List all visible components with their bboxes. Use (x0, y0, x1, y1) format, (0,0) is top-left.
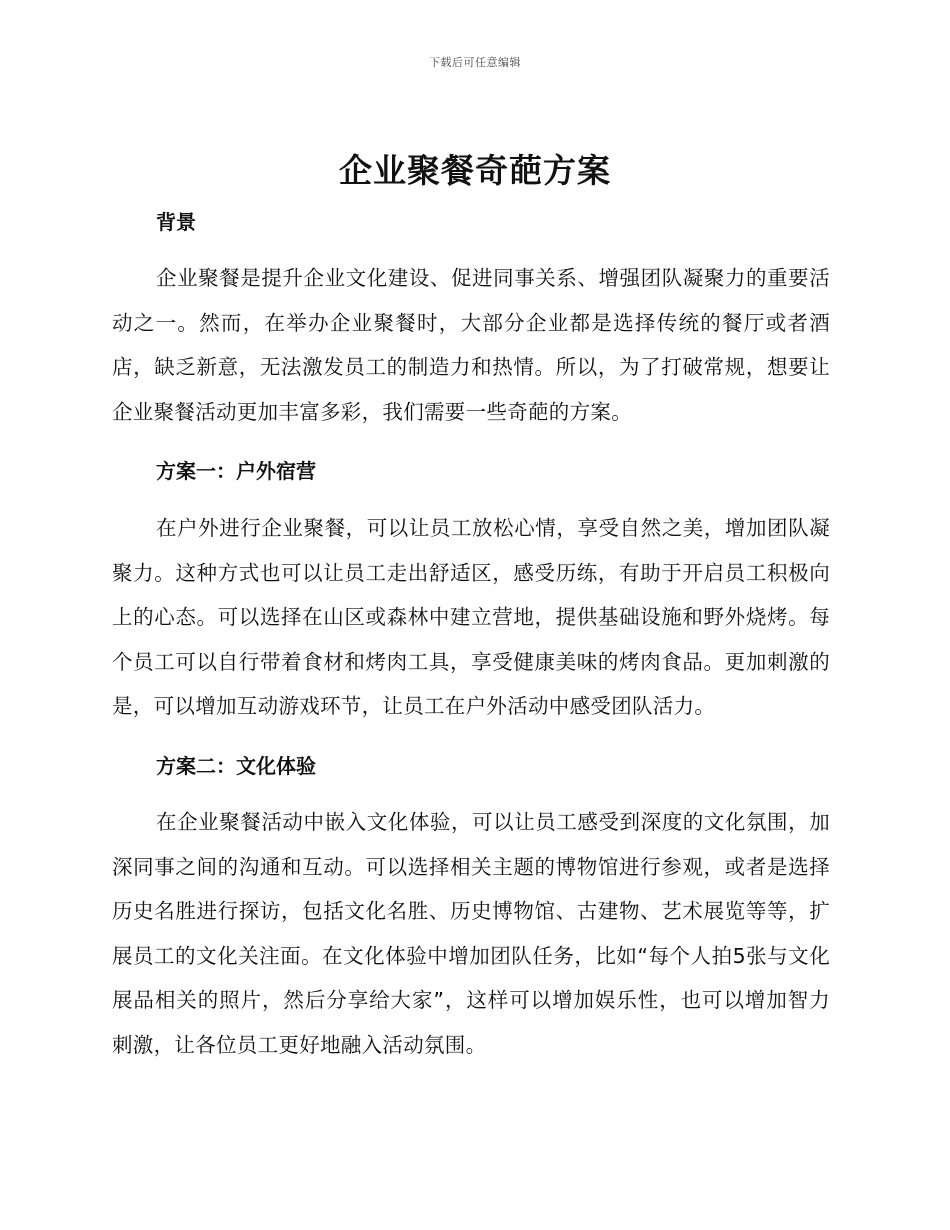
section-heading-plan-one: 方案一：户外宿营 (156, 459, 316, 483)
section-heading-plan-two: 方案二：文化体验 (156, 754, 316, 778)
document-title: 企业聚餐奇葩方案 (339, 151, 611, 190)
section-body-plan-two: 在企业聚餐活动中嵌入文化体验，可以让员工感受到深度的文化氛围，加深同事之间的沟通和互动。可以选择相关主题的博物馆进行参观，或者是选择历史名胜进行探访，包括文化名胜、历史博物馆、古建物、艺术展览等等，扩展员工的文化关注面。在文化体验中增加团队任务，比如“每个人拍5张与文化展品相关的照片，然后分享给大家”，这样可以增加娱乐性，也可以增加智力刺激，让各位员工更好地融入活动氛围。 (112, 810, 830, 1057)
section-body-plan-one: 在户外进行企业聚餐，可以让员工放松心情，享受自然之美，增加团队凝聚力。这种方式也可以让员工走出舒适区，感受历练，有助于开启员工积极向上的心态。可以选择在山区或森林中建立营地，提供基础设施和野外烧烤。每个员工可以自行带着食材和烤肉工具，享受健康美味的烤肉食品。更加刺激的是，可以增加互动游戏环节，让员工在户外活动中感受团队活力。 (112, 516, 830, 718)
section-heading-background: 背景 (156, 210, 196, 234)
section-body-background: 企业聚餐是提升企业文化建设、促进同事关系、增强团队凝聚力的重要活动之一。然而，在举办企业聚餐时，大部分企业都是选择传统的餐厅或者酒店，缺乏新意，无法激发员工的制造力和热情。所以，为了打破常规，想要让企业聚餐活动更加丰富多彩，我们需要一些奇葩的方案。 (112, 266, 830, 424)
page-header-note: 下载后可任意编辑 (429, 56, 521, 69)
